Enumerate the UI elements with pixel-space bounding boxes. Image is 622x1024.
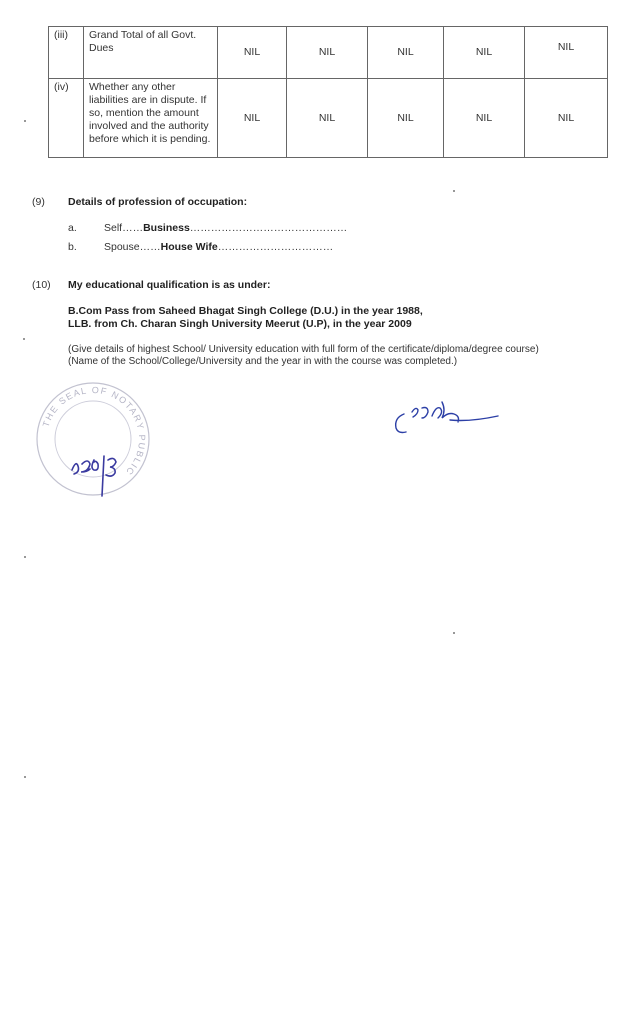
table-cell: NIL (218, 27, 287, 79)
scan-speck (453, 190, 455, 192)
item-value: House Wife (160, 241, 218, 253)
row-label: Grand Total of all Govt. Dues (84, 27, 218, 79)
scan-speck (24, 556, 26, 558)
qualification-line: LLB. from Ch. Charan Singh University Meerut (U.P), in the year 2009 (68, 318, 412, 330)
seal-text: THE SEAL OF NOTARY PUBLIC (40, 384, 148, 478)
qualification-note: (Name of the School/College/University and the year in with the course was completed.) (68, 356, 458, 367)
notary-seal (34, 380, 152, 498)
item-value: Business (143, 222, 190, 234)
table-cell: NIL (444, 27, 525, 79)
table-cell: NIL (287, 79, 368, 158)
scan-speck (24, 776, 26, 778)
table-cell: NIL (525, 79, 608, 158)
item-letter: b. (68, 241, 77, 253)
qualification-note: (Give details of highest School/ University education with full form of the certificate/diploma/degree course) (68, 344, 539, 355)
signature (388, 392, 518, 442)
section-9-title: Details of profession of occupation: (68, 196, 248, 208)
table-cell: NIL (525, 27, 608, 79)
table-row (49, 79, 608, 158)
govt-dues-table (48, 26, 608, 158)
item-dots: ……………………………………… (189, 222, 348, 234)
item-prefix: Self…… (104, 222, 144, 234)
handwritten-date-icon (72, 456, 116, 496)
table-cell: NIL (287, 27, 368, 79)
scan-speck (23, 338, 25, 340)
qualification-line: B.Com Pass from Saheed Bhagat Singh College (D.U.) in the year 1988, (68, 305, 423, 317)
table-cell: NIL (368, 79, 444, 158)
section-10-title: My educational qualification is as under: (68, 279, 271, 291)
scan-speck (453, 632, 455, 634)
table-cell: NIL (368, 27, 444, 79)
row-number: (iv) (49, 79, 84, 158)
occupation-spouse (104, 241, 333, 253)
section-10-number: (10) (32, 279, 51, 291)
scan-speck (24, 120, 26, 122)
item-letter: a. (68, 222, 77, 234)
row-number: (iii) (49, 27, 84, 79)
section-9-number: (9) (32, 196, 45, 208)
table-cell: NIL (218, 79, 287, 158)
table-row (49, 27, 608, 79)
item-dots: …………………………… (217, 241, 334, 253)
row-label: Whether any other liabilities are in dispute. If so, mention the amount involved and the authority before which it is pending. (84, 79, 218, 158)
occupation-self (104, 222, 347, 234)
item-prefix: Spouse…… (104, 241, 161, 253)
table-cell: NIL (444, 79, 525, 158)
